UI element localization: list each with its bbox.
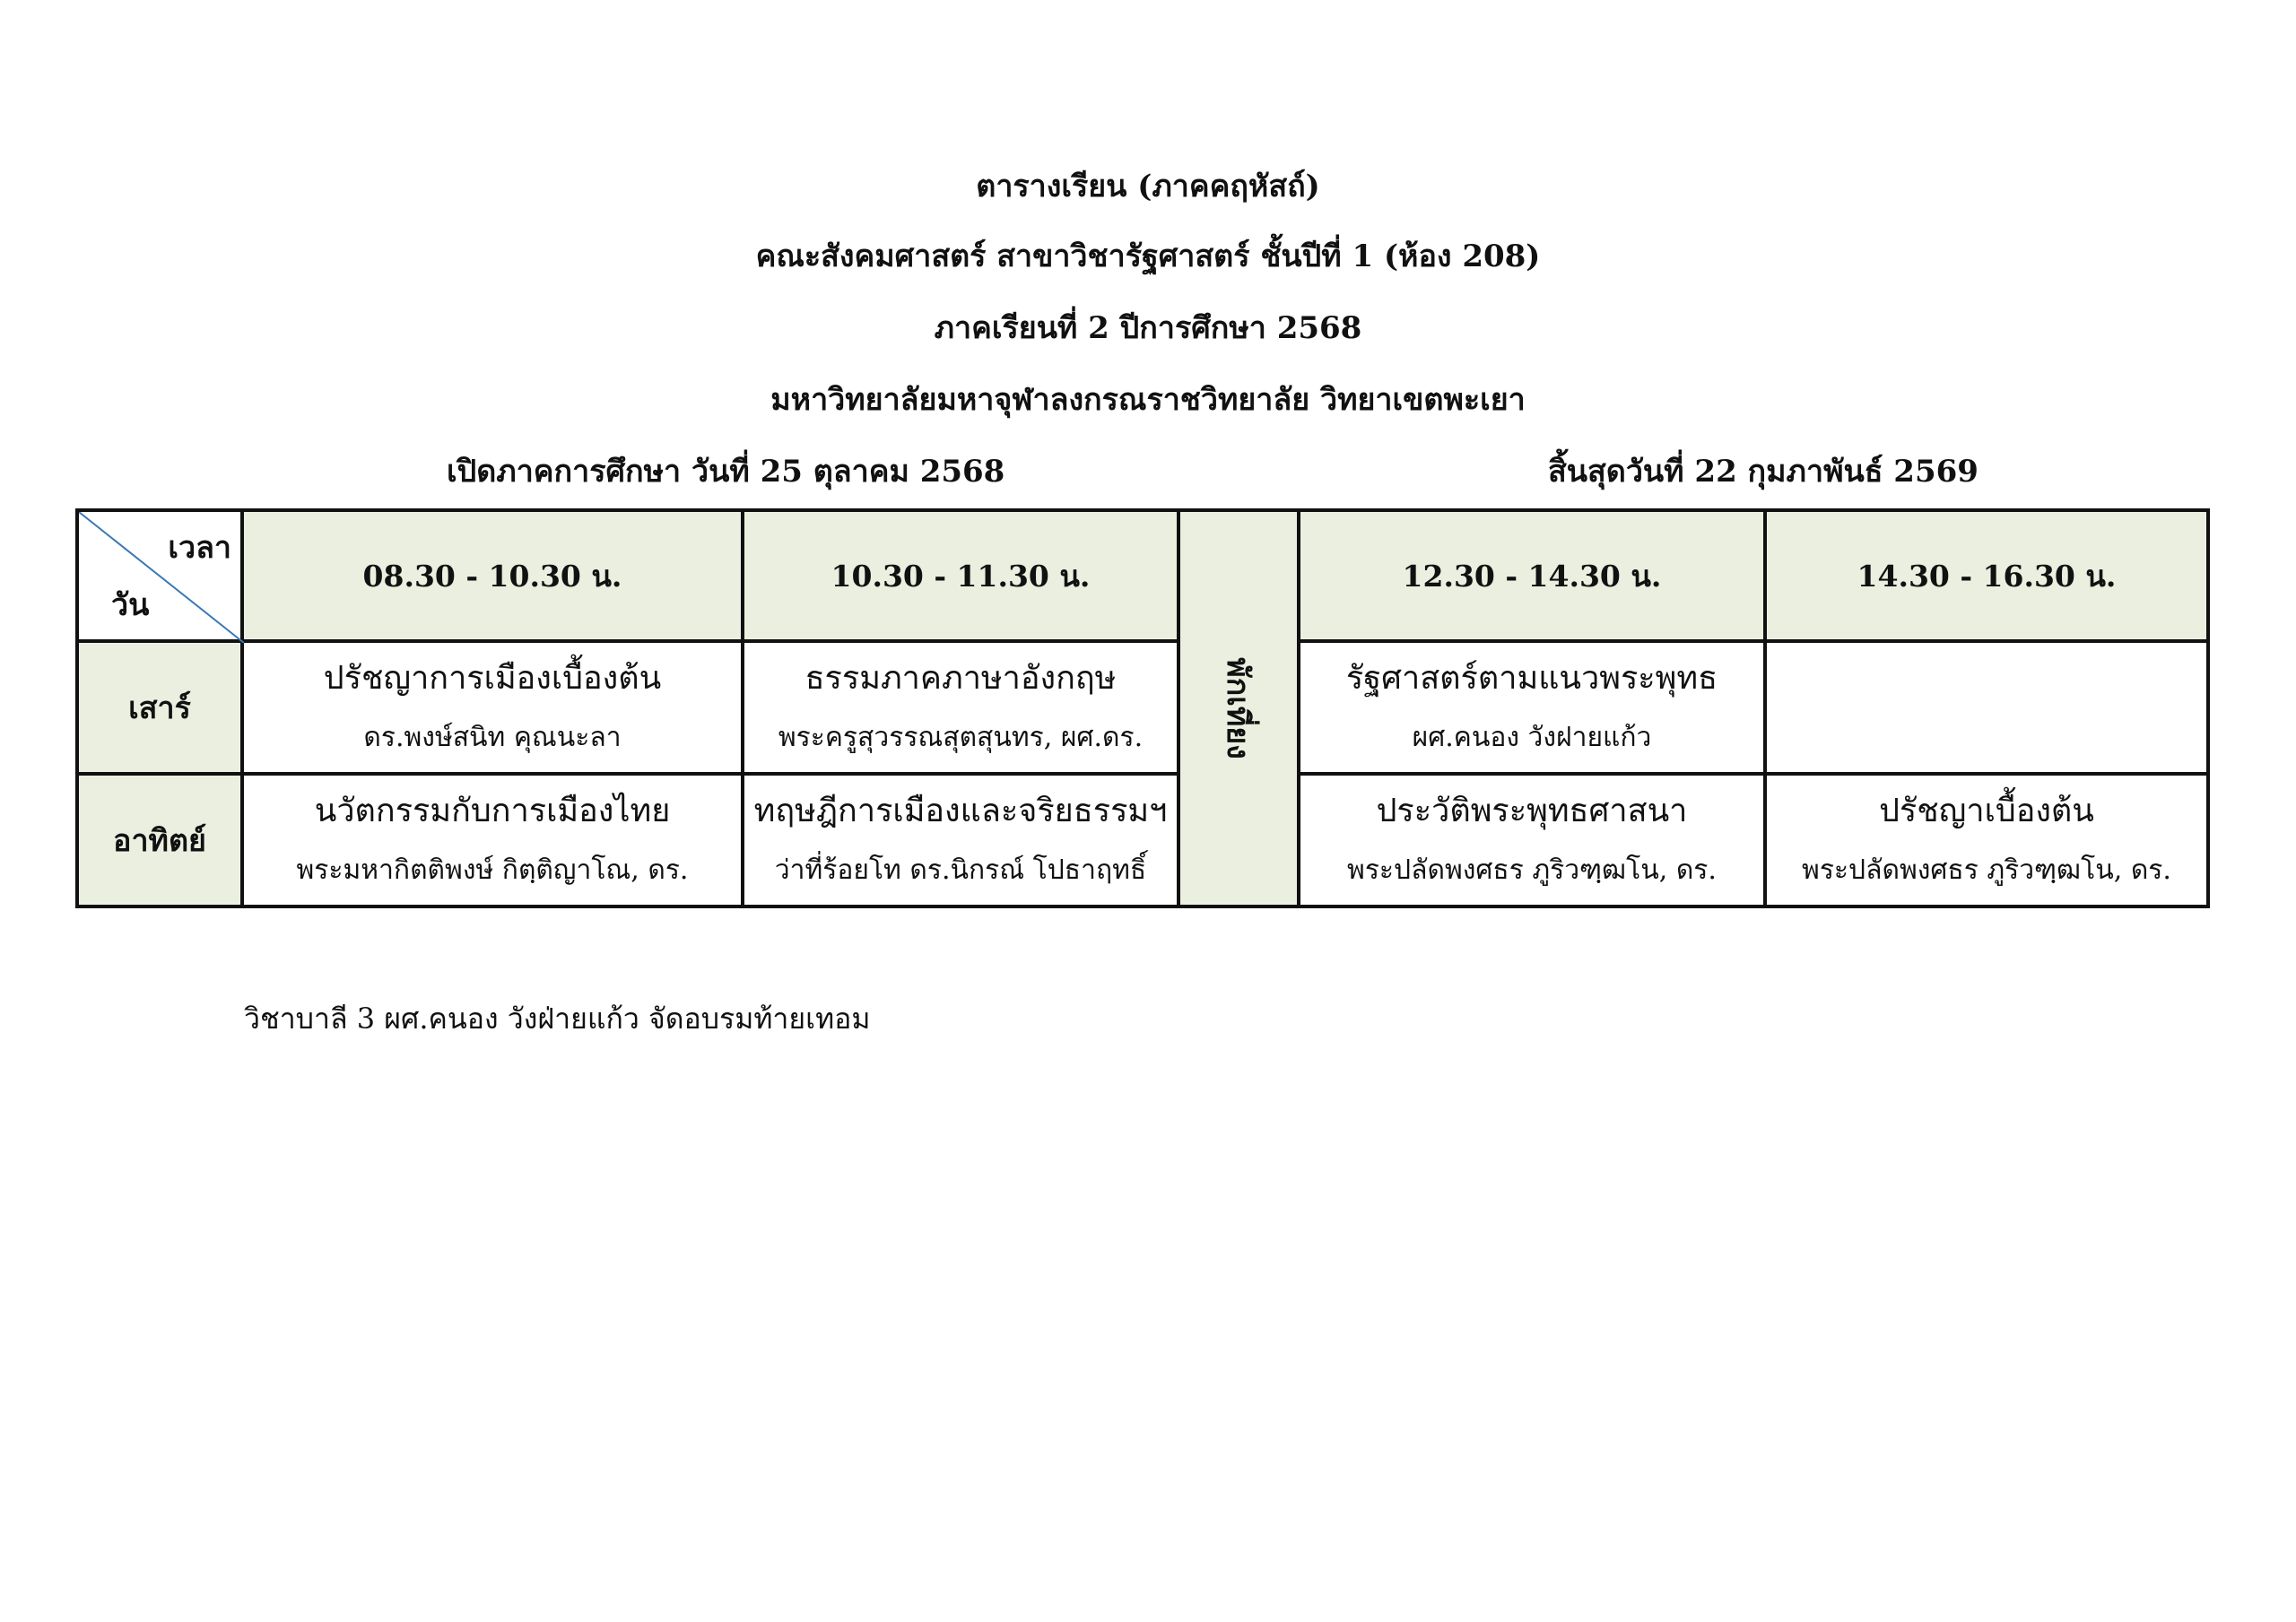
class-cell <box>1765 774 2208 906</box>
instructor-name: พระมหากิตติพงษ์ กิตฺติญาโณ, ดร. <box>296 854 689 886</box>
instructor-name: ว่าที่ร้อยโท ดร.นิกรณ์ โปธาฤทธิ์ <box>774 854 1147 886</box>
university-line: มหาวิทยาลัยมหาจุฬาลงกรณราชวิทยาลัย วิทยาเขตพะเยา <box>770 382 1526 418</box>
faculty-line: คณะสังคมศาสตร์ สาขาวิชารัฐศาสตร์ ชั้นปีที่ 1 (ห้อง 208) <box>755 239 1541 274</box>
class-cell <box>743 774 1178 906</box>
corner-day-label: วัน <box>111 587 150 623</box>
instructor-name: พระครูสุวรรณสุตสุนทร, ผศ.ดร. <box>778 722 1144 753</box>
class-schedule-table <box>75 508 2210 908</box>
instructor-name: ผศ.คนอง วังฝายแก้ว <box>1412 722 1652 753</box>
course-name: ประวัติพระพุทธศาสนา <box>1376 793 1688 829</box>
course-name: ปรัชญาการเมืองเบื้องต้น <box>323 660 662 697</box>
footnote: วิชาบาลี 3 ผศ.คนอง วังฝ่ายแก้ว จัดอบรมท้ายเทอม <box>244 1002 871 1036</box>
course-name: นวัตกรรมกับการเมืองไทย <box>314 793 671 829</box>
semester-open-date: เปิดภาคการศึกษา วันที่ 25 ตุลาคม 2568 <box>447 454 1005 490</box>
table-row <box>77 641 2208 774</box>
instructor-name: พระปลัดพงศธร ภูริวฑฺฒโน, ดร. <box>1347 854 1717 886</box>
class-cell <box>242 641 743 774</box>
time-slot-header: 08.30 - 10.30 น. <box>242 510 743 641</box>
time-slot-header: 10.30 - 11.30 น. <box>743 510 1178 641</box>
class-cell <box>242 774 743 906</box>
instructor-name: พระปลัดพงศธร ภูริวฑฺฒโน, ดร. <box>1802 854 2171 886</box>
time-slot-header: 12.30 - 14.30 น. <box>1299 510 1765 641</box>
corner-cell <box>77 510 242 641</box>
course-name: ธรรมภาคภาษาอังกฤษ <box>804 660 1117 697</box>
course-name: ทฤษฎีการเมืองและจริยธรรมฯ <box>753 793 1168 829</box>
schedule-title: ตารางเรียน (ภาคคฤหัสถ์) <box>976 169 1320 204</box>
course-name: รัฐศาสตร์ตามแนวพระพุทธ <box>1345 660 1718 697</box>
semester-line: ภาคเรียนที่ 2 ปีการศึกษา 2568 <box>934 310 1362 346</box>
day-cell: เสาร์ <box>77 641 242 774</box>
class-cell <box>743 641 1178 774</box>
empty-class-cell <box>1765 641 2208 774</box>
table-row <box>77 774 2208 906</box>
time-slot-header: 14.30 - 16.30 น. <box>1765 510 2208 641</box>
class-cell <box>1299 774 1765 906</box>
day-cell: อาทิตย์ <box>77 774 242 906</box>
class-cell <box>1299 641 1765 774</box>
lunch-break-cell <box>1178 510 1299 906</box>
instructor-name: ดร.พงษ์สนิท คุณนะลา <box>363 722 622 753</box>
table-header-row <box>77 510 2208 641</box>
course-name: ปรัชญาเบื้องต้น <box>1879 793 2094 829</box>
corner-time-label: เวลา <box>168 530 231 566</box>
lunch-break-label: พักเที่ยง <box>1220 657 1256 759</box>
semester-end-date: สิ้นสุดวันที่ 22 กุมภาพันธ์ 2569 <box>1548 454 1979 490</box>
